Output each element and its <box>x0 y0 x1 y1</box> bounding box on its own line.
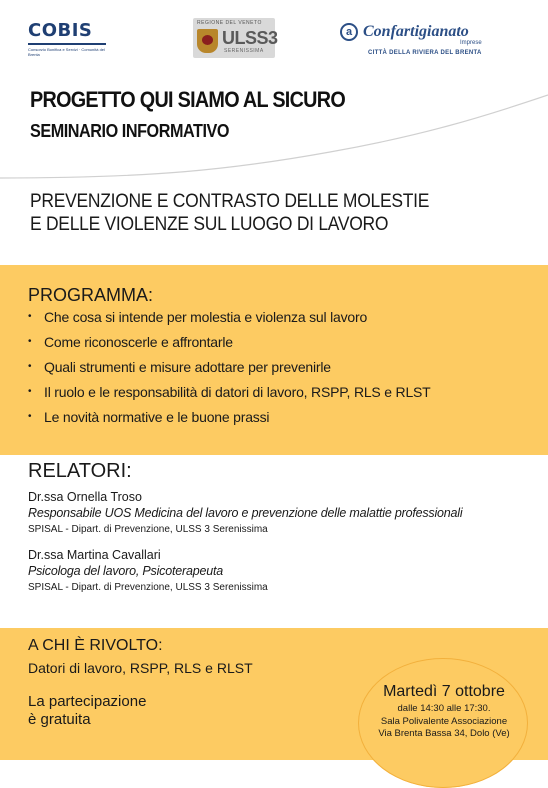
relatori-title: RELATORI: <box>28 460 132 482</box>
list-item: • Le novità normative e le buone prassi <box>28 407 431 432</box>
cobis-logo-tagline: Consorzio Bonifica e Servizi · Comunità del Brenta <box>28 47 105 57</box>
ulss-number-text: ULSS3 <box>222 28 278 48</box>
event-place <box>364 716 524 740</box>
topic-line-1: PREVENZIONE E CONTRASTO DELLE MOLESTIE <box>30 191 430 212</box>
speaker-name: Dr.ssa Martina Cavallari <box>28 548 161 562</box>
event-date: Martedì 7 ottobre <box>383 683 505 700</box>
veneto-crest-icon <box>197 29 218 53</box>
speaker-affiliation: SPISAL - Dipart. di Prevenzione, ULSS 3 Serenissima <box>28 524 268 535</box>
cobis-logo <box>28 22 108 57</box>
confartigianato-city: CITTÀ DELLA RIVIERA DEL BRENTA <box>368 50 482 56</box>
list-item: • Come riconoscerle e affrontarle <box>28 332 431 357</box>
confartigianato-sub: Imprese <box>460 40 482 46</box>
topic-heading <box>30 190 429 236</box>
list-item: • Quali strumenti e misure adottare per prevenirle <box>28 357 431 382</box>
confartigianato-name: Confartigianato <box>363 23 469 40</box>
free-line-1: La partecipazione <box>28 693 147 710</box>
ulss3-logo <box>193 18 278 58</box>
page-subtitle: SEMINARIO INFORMATIVO <box>30 121 230 141</box>
speaker-role: Psicologa del lavoro, Psicoterapeuta <box>28 564 224 578</box>
list-item: • Il ruolo e le responsabilità di datori di lavoro, RSPP, RLS e RLST <box>28 382 431 407</box>
event-address: Via Brenta Bassa 34, Dolo (Ve) <box>378 728 510 739</box>
ulss-name-text: SERENISSIMA <box>224 48 264 54</box>
confartigianato-mark-icon: a <box>340 23 358 41</box>
free-participation <box>28 693 146 729</box>
target-audience: Datori di lavoro, RSPP, RLS e RLST <box>28 660 253 676</box>
speaker-1 <box>28 489 538 537</box>
programma-title: PROGRAMMA: <box>28 285 154 305</box>
topic-line-2: E DELLE VIOLENZE SUL LUOGO DI LAVORO <box>30 214 389 235</box>
logo-bar <box>0 0 548 80</box>
page-title: PROGETTO QUI SIAMO AL SICURO <box>30 87 345 112</box>
speaker-affiliation: SPISAL - Dipart. di Prevenzione, ULSS 3 Serenissima <box>28 582 268 593</box>
speaker-role: Responsabile UOS Medicina del lavoro e prevenzione delle malattie professionali <box>28 506 463 520</box>
target-title: A CHI È RIVOLTO: <box>28 637 163 654</box>
event-time: dalle 14:30 alle 17:30. <box>397 703 491 714</box>
list-item: • Che cosa si intende per molestia e violenza sul lavoro <box>28 307 431 332</box>
speaker-name: Dr.ssa Ornella Troso <box>28 490 142 504</box>
free-line-2: è gratuita <box>28 711 91 728</box>
programma-list <box>28 307 431 432</box>
ulss-region-text: REGIONE DEL VENETO <box>197 20 262 26</box>
cobis-logo-rule <box>28 43 106 45</box>
cobis-logo-text: COBIS <box>28 20 93 41</box>
event-venue: Sala Polivalente Associazione <box>380 716 508 727</box>
speaker-2 <box>28 547 538 595</box>
